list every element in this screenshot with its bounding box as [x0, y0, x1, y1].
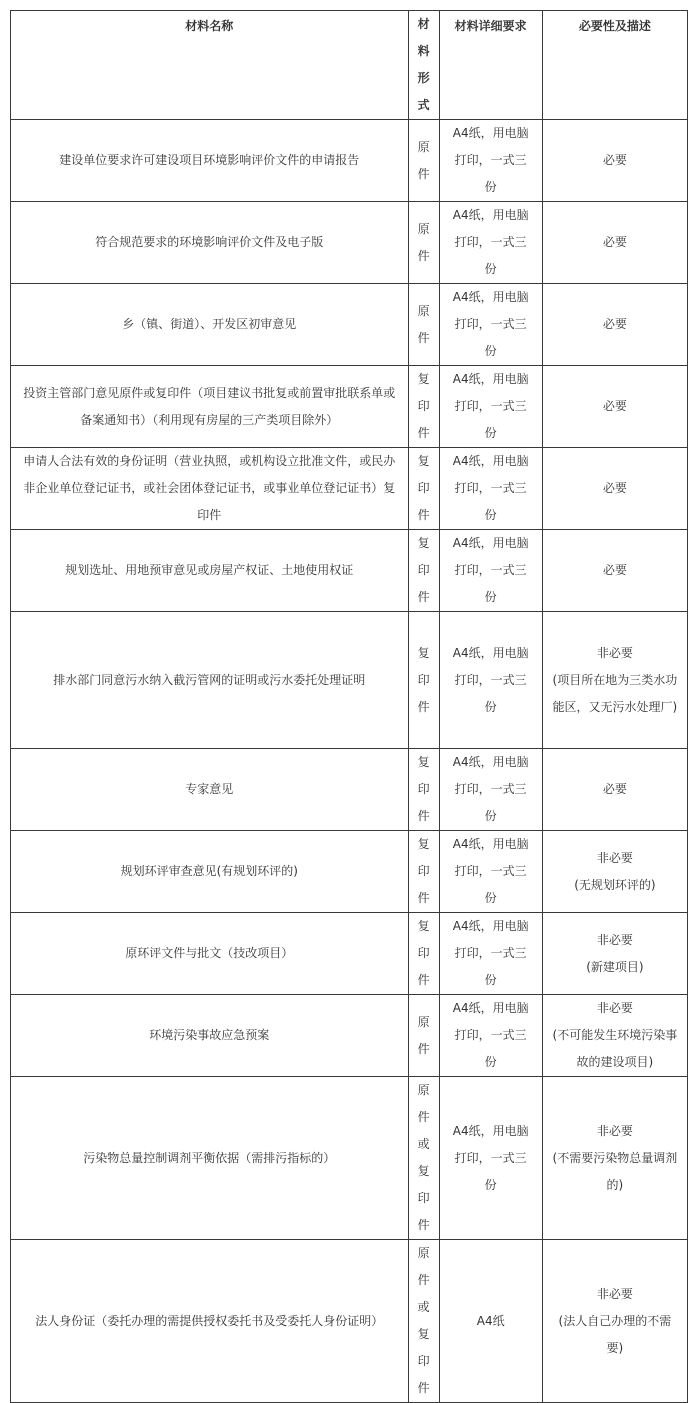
need-label: 必要 — [602, 563, 627, 577]
material-detail: A4纸，用电脑打印，一式三份 — [439, 202, 542, 284]
table-row — [11, 1240, 688, 1403]
need-label: 非必要 — [596, 1286, 633, 1301]
material-name: 排水部门同意污水纳入截污管网的证明或污水委托处理证明 — [11, 612, 409, 749]
need-label: 必要 — [602, 153, 627, 167]
material-detail: A4纸，用电脑打印，一式三份 — [439, 530, 542, 612]
need-label: 必要 — [602, 782, 627, 796]
material-detail: A4纸，用电脑打印，一式三份 — [439, 995, 542, 1077]
need-label: 非必要 — [596, 932, 633, 947]
table-row — [11, 202, 688, 284]
material-form: 复印件 — [408, 612, 439, 749]
material-detail: A4纸，用电脑打印，一式三份 — [439, 448, 542, 530]
material-need — [542, 1240, 687, 1403]
material-need — [542, 448, 687, 530]
material-name: 符合规范要求的环境影响评价文件及电子版 — [11, 202, 409, 284]
material-need — [542, 202, 687, 284]
table-row — [11, 612, 688, 749]
table-row — [11, 749, 688, 831]
need-label: 非必要 — [596, 850, 633, 865]
material-name: 规划选址、用地预审意见或房屋产权证、土地使用权证 — [11, 530, 409, 612]
material-detail: A4纸，用电脑打印，一式三份 — [439, 831, 542, 913]
table-row — [11, 366, 688, 448]
need-label: 必要 — [602, 481, 627, 495]
material-form: 复印件 — [408, 366, 439, 448]
material-name: 专家意见 — [11, 749, 409, 831]
table-row — [11, 831, 688, 913]
need-label: 必要 — [602, 235, 627, 249]
material-form: 复印件 — [408, 448, 439, 530]
material-form: 原件或复印件 — [408, 1077, 439, 1240]
table-row — [11, 284, 688, 366]
material-name: 投资主管部门意见原件或复印件（项目建议书批复或前置审批联系单或备案通知书）（利用现有房屋的三产类项目除外） — [11, 366, 409, 448]
material-name: 申请人合法有效的身份证明（营业执照，或机构设立批准文件，或民办非企业单位登记证书，或社会团体登记证书，或事业单位登记证书）复印件 — [11, 448, 409, 530]
material-detail: A4纸 — [439, 1240, 542, 1403]
material-form: 复印件 — [408, 749, 439, 831]
material-detail: A4纸，用电脑打印，一式三份 — [439, 913, 542, 995]
header-form: 材料形式 — [408, 11, 439, 120]
material-detail: A4纸，用电脑打印，一式三份 — [439, 284, 542, 366]
material-need — [542, 913, 687, 995]
need-description: (不需要污染物总量调剂的) — [552, 1150, 678, 1192]
material-need — [542, 831, 687, 913]
table-row — [11, 530, 688, 612]
header-need: 必要性及描述 — [542, 11, 687, 120]
material-need — [542, 749, 687, 831]
material-need — [542, 995, 687, 1077]
material-detail: A4纸，用电脑打印，一式三份 — [439, 612, 542, 749]
need-label: 非必要 — [596, 1123, 633, 1138]
material-name: 原环评文件与批文（技改项目） — [11, 913, 409, 995]
header-name: 材料名称 — [11, 11, 409, 120]
material-need — [542, 120, 687, 202]
material-form: 原件 — [408, 202, 439, 284]
need-description: (项目所在地为三类水功能区，又无污水处理厂) — [552, 672, 678, 714]
header-row — [11, 11, 688, 120]
material-form: 原件 — [408, 284, 439, 366]
material-form: 原件或复印件 — [408, 1240, 439, 1403]
material-name: 法人身份证（委托办理的需提供授权委托书及受委托人身份证明） — [11, 1240, 409, 1403]
table-row — [11, 448, 688, 530]
material-form: 复印件 — [408, 831, 439, 913]
material-name: 乡（镇、街道）、开发区初审意见 — [11, 284, 409, 366]
material-name: 环境污染事故应急预案 — [11, 995, 409, 1077]
need-label: 必要 — [602, 399, 627, 413]
material-need — [542, 284, 687, 366]
material-detail: A4纸，用电脑打印，一式三份 — [439, 366, 542, 448]
material-need — [542, 612, 687, 749]
table-row — [11, 995, 688, 1077]
material-detail: A4纸，用电脑打印，一式三份 — [439, 1077, 542, 1240]
material-detail: A4纸，用电脑打印，一式三份 — [439, 749, 542, 831]
material-name: 污染物总量控制调剂平衡依据（需排污指标的） — [11, 1077, 409, 1240]
material-need — [542, 366, 687, 448]
material-need — [542, 1077, 687, 1240]
need-label: 必要 — [602, 317, 627, 331]
material-detail: A4纸，用电脑打印，一式三份 — [439, 120, 542, 202]
need-label: 非必要 — [596, 645, 633, 660]
material-form: 复印件 — [408, 913, 439, 995]
header-detail: 材料详细要求 — [439, 11, 542, 120]
table-row — [11, 120, 688, 202]
material-form: 原件 — [408, 120, 439, 202]
need-description: (不可能发生环境污染事故的建设项目) — [552, 1028, 678, 1069]
table-row — [11, 913, 688, 995]
material-form: 原件 — [408, 995, 439, 1077]
material-name: 规划环评审查意见(有规划环评的) — [11, 831, 409, 913]
materials-table — [10, 10, 688, 1403]
need-label: 非必要 — [596, 1001, 633, 1015]
table-row — [11, 1077, 688, 1240]
material-name: 建设单位要求许可建设项目环境影响评价文件的申请报告 — [11, 120, 409, 202]
need-description: (法人自己办理的不需要) — [558, 1313, 672, 1355]
need-description: (新建项目) — [586, 959, 644, 974]
material-form: 复印件 — [408, 530, 439, 612]
material-need — [542, 530, 687, 612]
need-description: (无规划环评的) — [574, 877, 656, 892]
